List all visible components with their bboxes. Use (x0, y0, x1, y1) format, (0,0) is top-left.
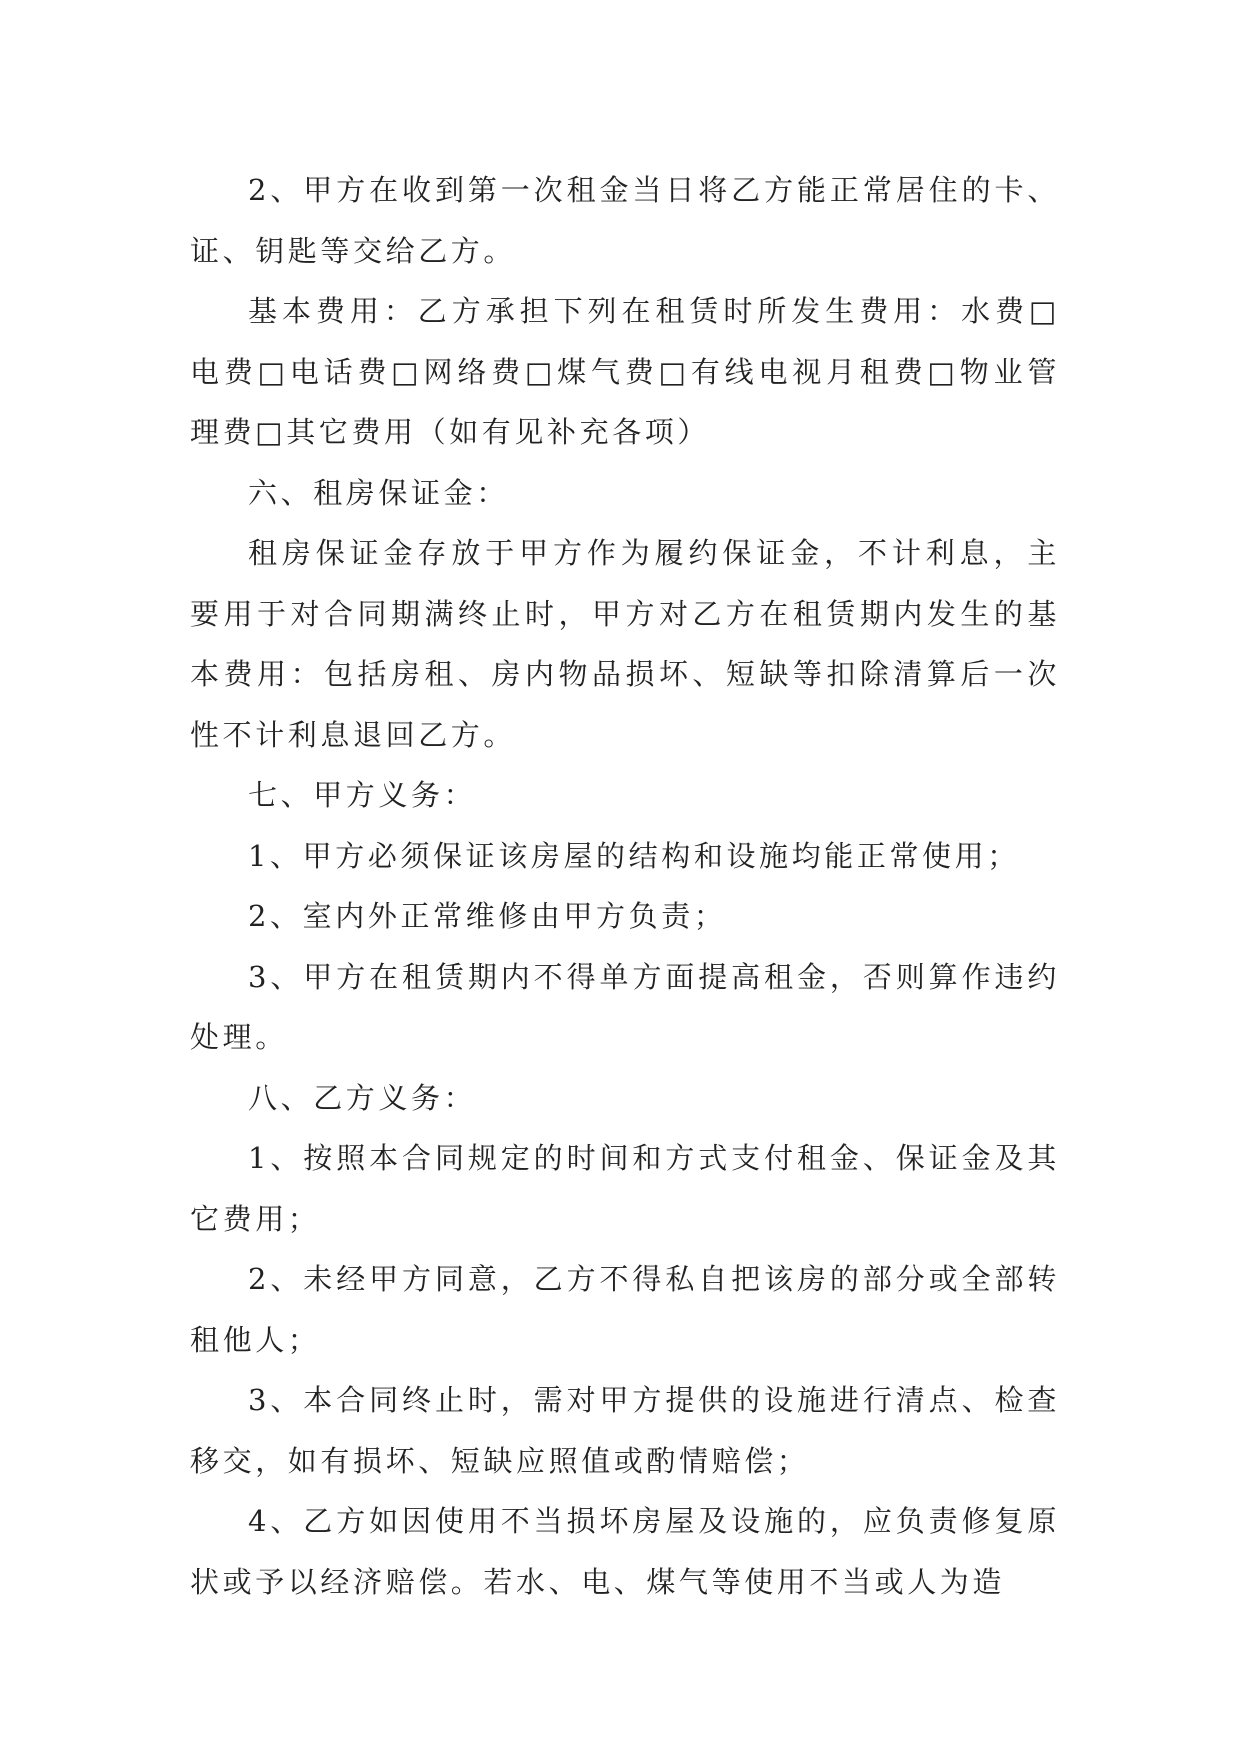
paragraph-party-b-duty-4: 4、乙方如因使用不当损坏房屋及设施的，应负责修复原状或予以经济赔偿。若水、电、煤气等使用不当或人为造 (190, 1504, 1060, 1599)
paragraph-party-a-duty-1: 1、甲方必须保证该房屋的结构和设施均能正常使用； (248, 838, 1020, 873)
section-heading-deposit: 六、租房保证金： (248, 475, 509, 510)
paragraph-deposit: 租房保证金存放于甲方作为履约保证金，不计利息，主要用于对合同期满终止时，甲方对乙方在租赁期内发生的基本费用：包括房租、房内物品损坏、短缺等扣除清算后一次性不计利息退回乙方。 (190, 536, 1060, 752)
paragraph-party-b-duty-3: 3、本合同终止时，需对甲方提供的设施进行清点、检查移交，如有损坏、短缺应照值或酌情赔偿； (190, 1383, 1060, 1478)
paragraph-party-a-duty-2: 2、室内外正常维修由甲方负责； (248, 899, 727, 933)
paragraph-handover-keys: 2、甲方在收到第一次租金当日将乙方能正常居住的卡、证、钥匙等交给乙方。 (190, 173, 1060, 268)
section-heading-party-a-duties: 七、甲方义务： (248, 778, 477, 812)
section-heading-party-b-duties: 八、乙方义务： (248, 1080, 477, 1115)
document-body (190, 160, 1060, 1612)
paragraph-basic-fees: 基本费用：乙方承担下列在租赁时所发生费用：水费□电费□电话费□网络费□煤气费□有线电视月租费□物业管理费□其它费用（如有见补充各项） (190, 294, 1060, 449)
paragraph-party-b-duty-2: 2、未经甲方同意，乙方不得私自把该房的部分或全部转租他人； (190, 1262, 1060, 1357)
paragraph-party-a-duty-3: 3、甲方在租赁期内不得单方面提高租金，否则算作违约处理。 (190, 959, 1060, 1054)
paragraph-party-b-duty-1: 1、按照本合同规定的时间和方式支付租金、保证金及其它费用； (190, 1141, 1060, 1236)
